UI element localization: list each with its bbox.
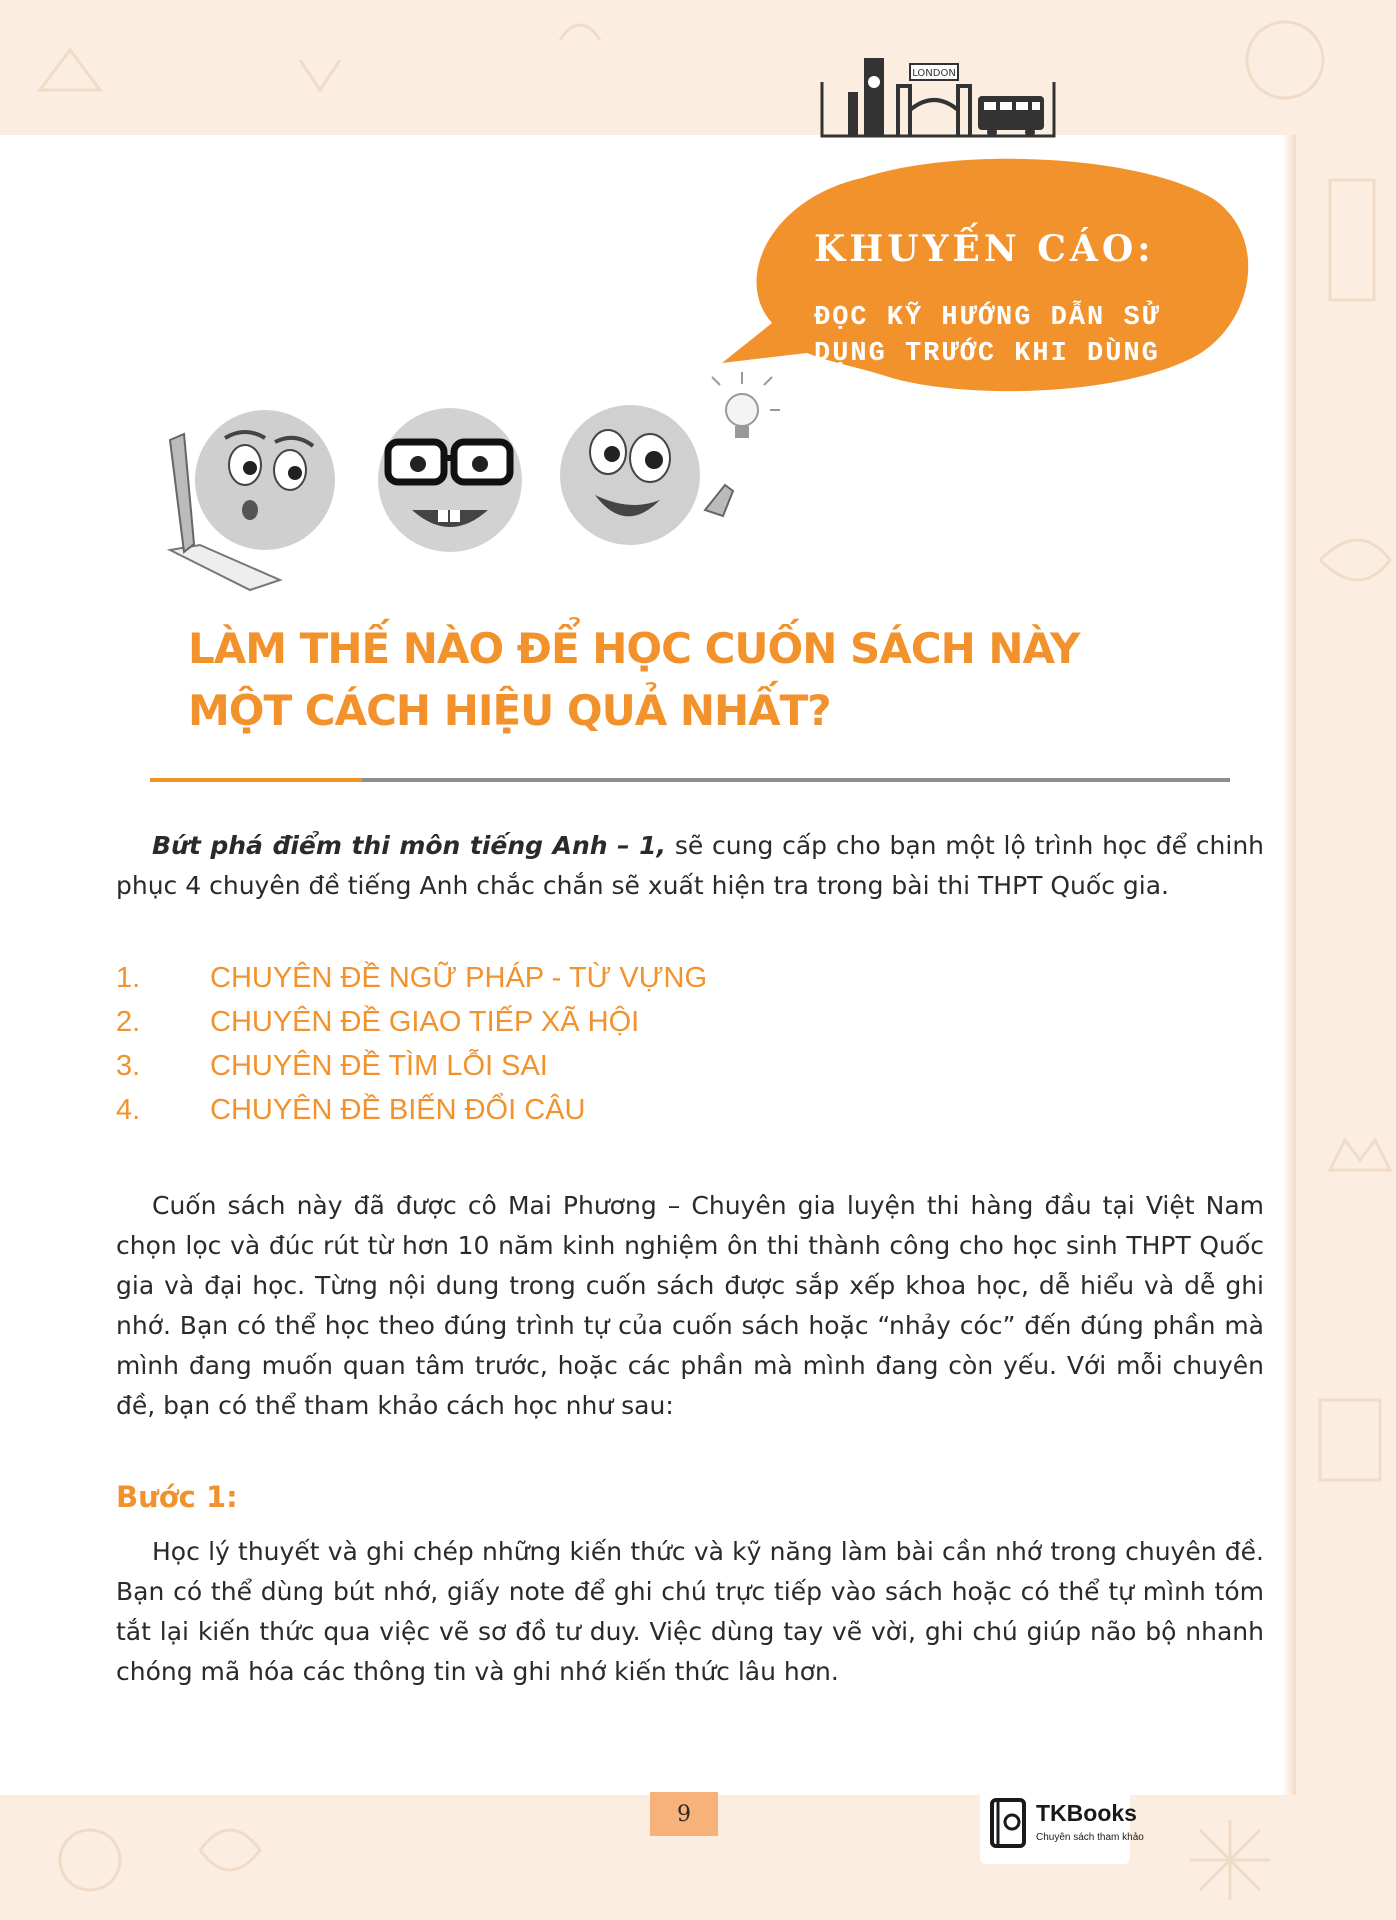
list-item [116,1044,707,1088]
body-paragraph [116,1186,1264,1426]
topic-number: 4. [116,1094,141,1126]
topic-label: CHUYÊN ĐỀ NGỮ PHÁP - TỪ VỰNG [210,962,708,994]
heading-divider-accent [150,778,362,782]
book-logo-icon [988,1796,1032,1852]
heading-divider [150,778,1230,782]
speech-bubble [712,158,1252,420]
step-paragraph [116,1532,1264,1692]
page-title-line-2: MỘT CÁCH HIỆU QUẢ NHẤT? [188,686,831,735]
topic-number: 2. [116,1006,141,1038]
topic-list [116,956,707,1132]
topic-label: CHUYÊN ĐỀ TÌM LỖI SAI [210,1050,548,1082]
book-title: Bứt phá điểm thi môn tiếng Anh – 1, [152,831,667,860]
intro-paragraph [116,826,1264,906]
topic-label: CHUYÊN ĐỀ GIAO TIẾP XÃ HỘI [210,1006,640,1038]
publisher-logo [980,1788,1144,1864]
london-label: LONDON [912,68,956,79]
mascot-illustration [150,370,780,600]
step-text: Học lý thuyết và ghi chép những kiến thức và kỹ năng làm bài cần nhớ trong chuyên đề. Bạn có thể dùng bút nhớ, giấy note để ghi chú trực tiếp vào sách hoặc có thể tự mình tóm tắt lại kiến thức qua việc vẽ sơ đồ tư duy. Việc dùng tay vẽ vời, ghi chú giúp não bộ nhanh chóng mã hóa các thông tin và ghi nhớ kiến thức lâu hơn. [116,1537,1264,1686]
list-item [116,956,707,1000]
topic-label: CHUYÊN ĐỀ BIẾN ĐỔI CÂU [210,1094,586,1126]
london-skyline-icon [818,52,1058,138]
topic-number: 3. [116,1050,141,1082]
logo-tagline: Chuyên sách tham khảo [1036,1832,1144,1843]
step-heading: Bước 1: [116,1480,238,1514]
topic-number: 1. [116,962,141,994]
page-title [188,618,1198,742]
page-number: 9 [650,1792,718,1836]
list-item [116,1088,707,1132]
logo-name: TKBooks [1036,1800,1137,1826]
bubble-text: ĐỌC KỸ HƯỚNG DẪN SỬ DỤNG TRƯỚC KHI DÙNG [814,303,1160,369]
list-item [116,1000,707,1044]
body-text: Cuốn sách này đã được cô Mai Phương – Chuyên gia luyện thi hàng đầu tại Việt Nam chọn lọc và đúc rút từ hơn 10 năm kinh nghiệm ôn thi thành công cho học sinh THPT Quốc gia và đại học. Từng nội dung trong cuốn sách được sắp xếp khoa học, dễ hiểu và dễ ghi nhớ. Bạn có thể học theo đúng trình tự của cuốn sách hoặc “nhảy cóc” đến đúng phần mà mình đang muốn quan tâm trước, hoặc các phần mà mình đang còn yếu. Với mỗi chuyên đề, bạn có thể tham khảo cách học như sau: [116,1191,1264,1420]
intro-text: sẽ cung cấp cho bạn một lộ trình học để chinh phục 4 chuyên đề tiếng Anh chắc chắn sẽ xuất hiện tra trong bài thi THPT Quốc gia. [116,831,1265,900]
page-edge-shadow [1282,135,1296,1795]
bubble-title: KHUYẾN CÁO: [814,228,1155,270]
page-title-line-1: LÀM THẾ NÀO ĐỂ HỌC CUỐN SÁCH NÀY [188,624,1080,673]
